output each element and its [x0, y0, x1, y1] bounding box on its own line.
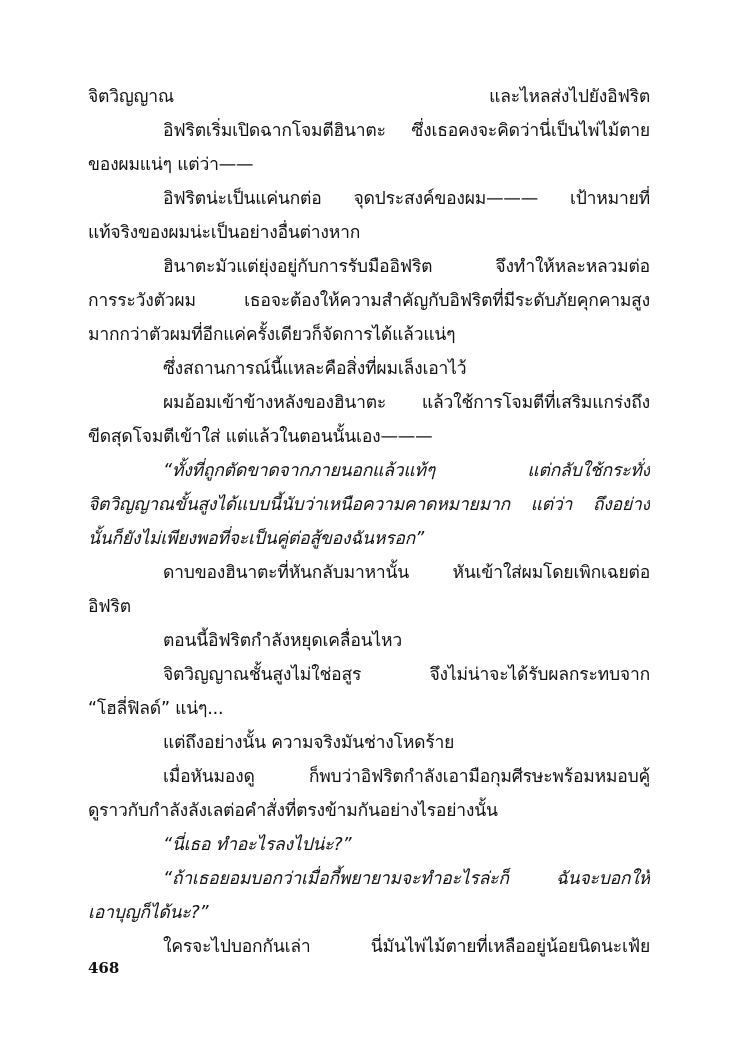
text-line: เมื่อหันมองดู ก็พบว่าอิฟริตกำลังเอามือกุมศีรษะพร้อมหมอบคู้ — [163, 767, 650, 787]
dialogue-line: “ทั้งที่ถูกตัดขาดจากภายนอกแล้วแท้ๆ แต่กลับใช้กระทั่ง — [163, 461, 650, 481]
text-line: อิฟริต — [88, 597, 131, 617]
dialogue-line: นั้นก็ยังไม่เพียงพอที่จะเป็นคู่ต่อสู้ของฉันหรอก” — [88, 529, 424, 549]
text-line: มากกว่าตัวผมที่อีกแค่ครั้งเดียวก็จัดการได้แล้วแน่ๆ — [88, 325, 456, 345]
text-line: การระวังตัวผม เธอจะต้องให้ความสำคัญกับอิฟริตที่มีระดับภัยคุกคามสูง — [88, 291, 650, 311]
dialogue-line: “นี่เธอ ทำอะไรลงไปน่ะ?” — [163, 835, 352, 855]
text-line: ฮินาตะมัวแต่ยุ่งอยู่กับการรับมืออิฟริต จึงทำให้หละหลวมต่อ — [163, 257, 650, 277]
text-line: แต่ถึงอย่างนั้น ความจริงมันช่างโหดร้าย — [163, 733, 455, 753]
dialogue-line: จิตวิญญาณขั้นสูงได้แบบนี้นับว่าเหนือความคาดหมายมาก แต่ว่า ถึงอย่าง — [88, 495, 650, 515]
text-line: ซึ่งสถานการณ์นี้แหละคือสิ่งที่ผมเล็งเอาไว้ — [163, 359, 467, 379]
dialogue-line: “ถ้าเธอยอมบอกว่าเมื่อกี้พยายามจะทำอะไรล่ะก็ ฉันจะบอกให้ — [163, 869, 650, 889]
text-line: ผมอ้อมเข้าข้างหลังของฮินาตะ แล้วใช้การโจมตีที่เสริมแกร่งถึง — [163, 393, 650, 413]
dialogue-line: เอาบุญก็ได้นะ?” — [88, 903, 209, 923]
page-number: 468 — [88, 959, 120, 977]
text-line: อิฟริตน่ะเป็นแค่นกต่อ จุดประสงค์ของผม——— เป้าหมายที่ — [163, 189, 650, 209]
text-line: ตอนนี้อิฟริตกำลังหยุดเคลื่อนไหว — [163, 631, 402, 651]
text-line: ดาบของฮินาตะที่หันกลับมาหานั้น หันเข้าใส่ผมโดยเพิกเฉยต่อ — [163, 563, 650, 583]
text-line: อิฟริตเริ่มเปิดฉากโจมตีฮินาตะ ซึ่งเธอคงจะคิดว่านี่เป็นไพ่ไม้ตาย — [163, 121, 650, 141]
text-line: จิตวิญญาณชั้นสูงไม่ใช่อสูร จึงไม่น่าจะได้รับผลกระทบจาก — [163, 665, 650, 685]
text-line: “โฮลี่ฟิลด์” แน่ๆ... — [88, 699, 224, 719]
text-line: ใครจะไปบอกกันเล่า นี่มันไพ่ไม้ตายที่เหลืออยู่น้อยนิดนะเฟ้ย — [163, 937, 650, 957]
text-line: ดูราวกับกำลังลังเลต่อคำสั่งที่ตรงข้ามกันอย่างไรอย่างนั้น — [88, 801, 498, 821]
text-line: ขีดสุดโจมตีเข้าใส่ แต่แล้วในตอนนั้นเอง——— — [88, 427, 433, 447]
text-line: จิตวิญญาณ และไหลส่งไปยังอิฟริต — [88, 87, 650, 107]
text-line: แท้จริงของผมน่ะเป็นอย่างอื่นต่างหาก — [88, 223, 361, 243]
text-line: ของผมแน่ๆ แต่ว่า—— — [88, 155, 254, 175]
